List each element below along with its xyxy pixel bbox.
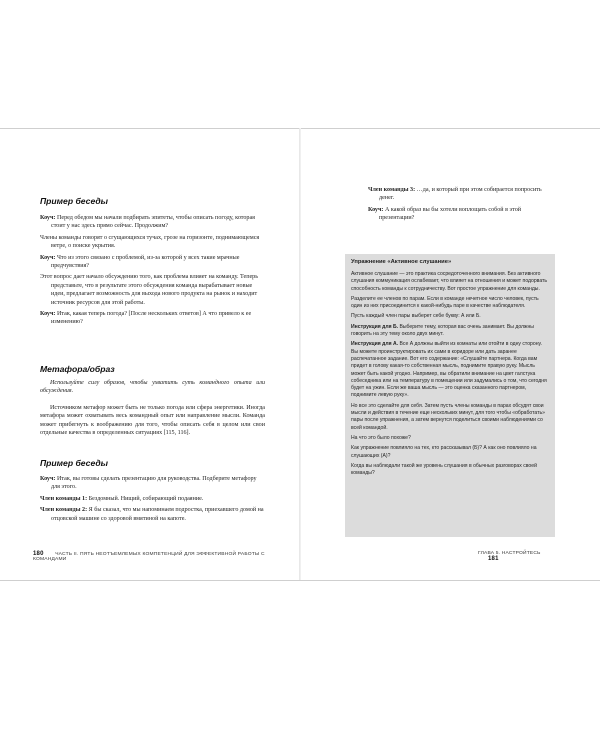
sidebar-paragraph: Когда вы наблюдали такой же уровень слушания в обычных разговорах своей команды? xyxy=(351,462,537,477)
spread-bottom-edge xyxy=(0,580,600,581)
body-paragraph: Источником метафор может быть не только погода или сфера энергетики. Иногда метафора может охватывать весь командный опыт или направление мысли. Команда может прибегнуть к воображению для того, чтобы описать себя в целом или свои отдельные качества в определенных ситуациях [115, 116]. xyxy=(40,405,265,437)
page-footer xyxy=(478,551,553,562)
section-heading: Пример беседы xyxy=(40,196,108,206)
section-heading: Метафора/образ xyxy=(40,364,115,374)
sidebar-paragraph: На что это было похоже? xyxy=(351,434,411,441)
dialogue-line: Коуч: Перед обедом мы начали подбирать эпитеты, чтобы описать погоду, которая стоит у нас здесь прямо сейчас. Продолжим? xyxy=(40,215,255,230)
sidebar-paragraph: Инструкция для Б. Выберите тему, которая вас очень занимает. Вы должны говорить на эту тему около двух минут. xyxy=(351,323,534,338)
sidebar-paragraph: Разделите ее членов по парам. Если в команде нечетное число человек, пусть один из них присоединится к какой-нибудь паре в качестве наблюдателя. xyxy=(351,295,539,310)
dialogue-line: Коуч: Итак, какая теперь погода? [После нескольких ответов] А что привело к ее изменению? xyxy=(40,311,252,326)
page-number: 180 xyxy=(33,551,44,557)
sidebar-paragraph: Инструкция для А. Все А должны выйти из комнаты или отойти в одну сторону. Вы можете проинструктировать их сами в коридоре или дать заранее распечатанное задание. Вот его содержание: «Слушайте партнера. Когда вам придет в голову какая-то собственная мысль, поднимите правую руку. Мысль может быть какой угодно. Например, вы обратили внимание на цвет галстука собеседника или на температуру в помещении или задумались о том, что сегодня будет на ужин. Если же ваша мысль — это оценка сказанного партнером, поднимите левую руку». xyxy=(351,341,547,399)
sidebar-paragraph: Как упражнение повлияло на тех, кто рассказывал (Б)? А как оно повлияло на слушающих (А)? xyxy=(351,445,537,459)
sidebar-title: Упражнение «Активное слушание» xyxy=(351,259,452,265)
narration-line: Этот вопрос дает начало обсуждению того, как проблема влияет на команду. Теперь представьте, что в результате этого обсуждения команда вырабатывает новые идеи, предлагает возможность для выхода нового продукта на рынок и находит источник ресурсов для этой работы. xyxy=(40,274,259,306)
dialogue-line: Коуч: А какой образ вы бы хотели воплощать собой в этой презентации? xyxy=(368,206,521,222)
running-head: ЧАСТЬ II. ПЯТЬ НЕОТЪЕМЛЕМЫХ КОМПЕТЕНЦИЙ ДЛЯ ЭФФЕКТИВНОЙ РАБОТЫ С КОМАНДАМИ xyxy=(33,552,265,562)
page-footer xyxy=(33,551,265,562)
sidebar-paragraph: Но все это сделайте для себя. Затем пусть члены команды в парах обсудят свои мысли и действия в течение еще нескольких минут, для того чтобы «обработать» пары после упражнения, а затем вернутся поделиться своими наблюдениями со всей командой. xyxy=(351,402,545,431)
page-number: 181 xyxy=(488,556,499,562)
sidebar-paragraph: Активное слушание — это практика сосредоточенного внимания. Без активного слушания коммуникация ослабевает, что влияет на отношения и может подорвать способность команды к сотрудничеству. Вот простое упражнение для команды. xyxy=(351,271,548,292)
dialogue-line: Член команды 2: Я бы сказал, что мы напоминаем подростка, приехавшего домой на отцовской машине со здоровой вмятиной на капоте. xyxy=(40,507,264,522)
left-page xyxy=(33,128,265,580)
book-gutter xyxy=(299,128,301,580)
section-heading: Пример беседы xyxy=(40,458,108,468)
conversation-2 xyxy=(40,475,265,523)
dialogue-line: Коуч: Итак, вы готовы сделать презентацию для руководства. Подберите метафору для этого. xyxy=(40,476,257,491)
dialogue-line: Член команды 3: …да, и который при этом собирается попросить денег. xyxy=(368,187,542,202)
narration-line: Члены команды говорят о сгущающихся тучах, грозе на горизонте, поднимающемся ветре, о поиске укрытия. xyxy=(40,234,260,250)
conversation-1 xyxy=(40,214,265,327)
intro-paragraph: Используйте силу образов, чтобы ухватить суть командного опыта или обсуждения. xyxy=(40,380,265,395)
exercise-sidebar xyxy=(345,254,555,537)
dialogue-line: Член команды 1: Бездомный. Нищий, собирающий подаяние. xyxy=(40,495,204,502)
sidebar-paragraph: Пусть каждый член пары выберет себе букву: А или Б. xyxy=(351,313,481,320)
running-head: ГЛАВА 5. НАСТРОЙТЕСЬ xyxy=(478,551,541,556)
dialogue-line: Коуч: Что из этого связано с проблемой, из-за которой у всех такие мрачные предчувствия? xyxy=(40,254,240,270)
conversation-continued xyxy=(368,186,553,223)
right-page xyxy=(318,128,553,580)
